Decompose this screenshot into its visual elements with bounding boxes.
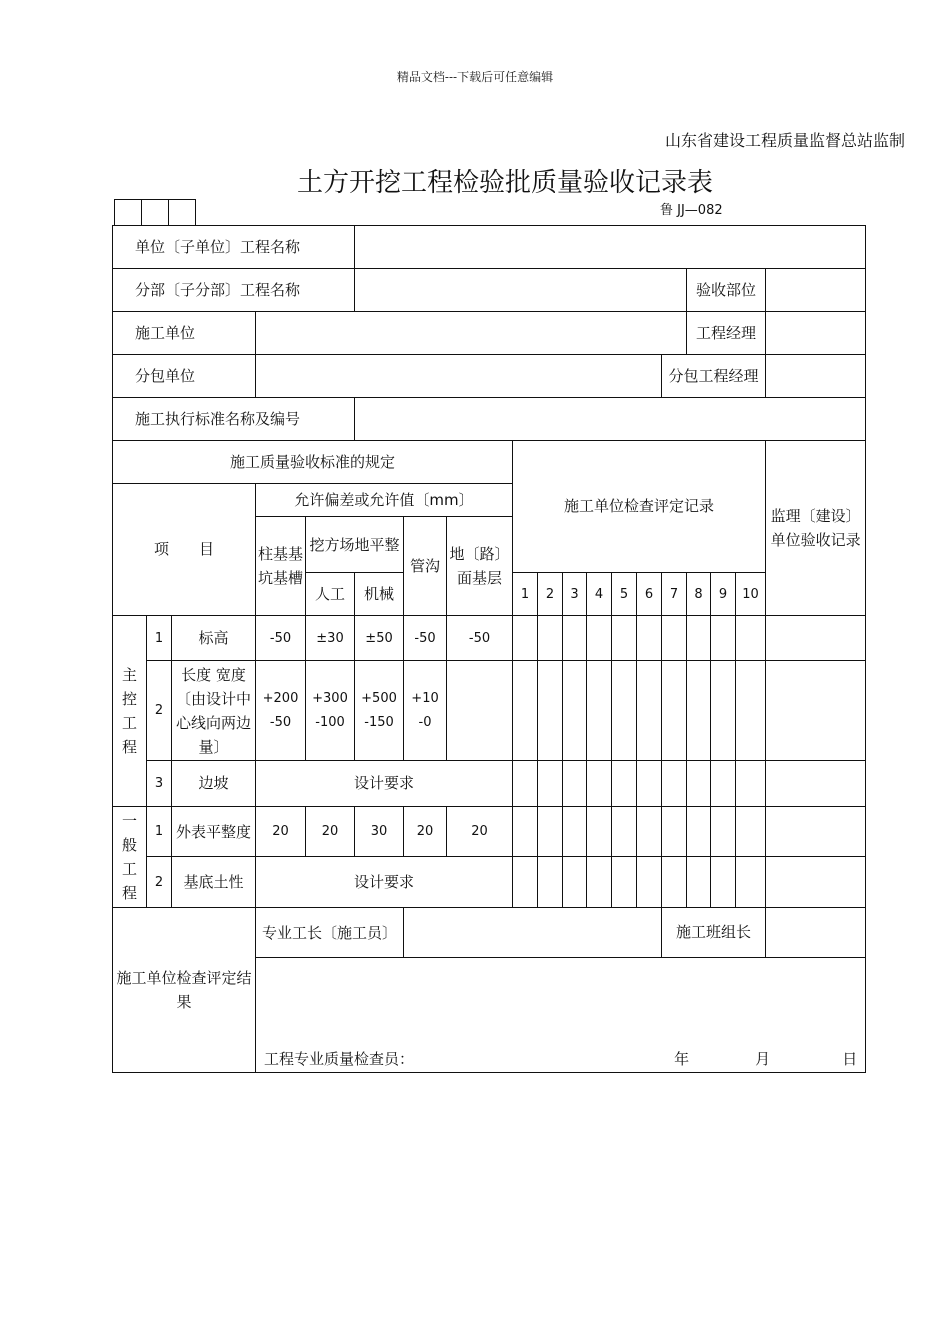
year-label: 年 — [674, 1050, 690, 1068]
check-cell[interactable] — [563, 857, 587, 908]
quality-standard-header: 施工质量验收标准的规定 — [113, 441, 513, 484]
tolerance-value: 20 — [404, 807, 447, 857]
tolerance-value: 30 — [355, 807, 404, 857]
check-cell[interactable] — [662, 807, 687, 857]
col-road-header: 地〔路〕面基层 — [447, 517, 513, 616]
check-cell[interactable] — [513, 616, 538, 661]
row-name: 长度 宽度〔由设计中心线向两边量〕 — [172, 661, 256, 761]
check-cell[interactable] — [513, 807, 538, 857]
check-cell[interactable] — [662, 857, 687, 908]
supervision-cell[interactable] — [766, 807, 866, 857]
division-project-label: 分部〔子分部〕工程名称 — [113, 269, 355, 312]
check-col-header: 8 — [687, 573, 711, 616]
row-number: 1 — [147, 616, 172, 661]
main-group-label: 主控工程 — [113, 616, 147, 807]
inspector-sign-area[interactable] — [256, 958, 866, 1073]
check-col-header: 2 — [538, 573, 563, 616]
supervision-cell[interactable] — [766, 616, 866, 661]
table-row — [113, 761, 866, 807]
check-cell[interactable] — [612, 857, 637, 908]
check-col-header: 10 — [736, 573, 766, 616]
tolerance-value: -50 — [447, 616, 513, 661]
tolerance-value: -50 — [404, 616, 447, 661]
header-note: 精品文档---下载后可任意编辑 — [396, 70, 554, 84]
check-cell[interactable] — [736, 761, 766, 807]
check-cell[interactable] — [687, 761, 711, 807]
check-cell[interactable] — [687, 807, 711, 857]
check-cell[interactable] — [662, 616, 687, 661]
check-cell[interactable] — [513, 857, 538, 908]
foreman-field[interactable] — [404, 908, 662, 958]
check-cell[interactable] — [538, 807, 563, 857]
row-name: 基底土性 — [172, 857, 256, 908]
col-ditch-header: 管沟 — [404, 517, 447, 616]
project-manager-label: 工程经理 — [687, 312, 766, 355]
standard-name-field[interactable] — [355, 398, 866, 441]
check-cell[interactable] — [563, 807, 587, 857]
col-manual-header: 人工 — [306, 573, 355, 616]
check-cell[interactable] — [612, 761, 637, 807]
subcontract-unit-label: 分包单位 — [113, 355, 256, 398]
tolerance-header: 允许偏差或允许值〔mm〕 — [256, 484, 513, 517]
check-cell[interactable] — [662, 661, 687, 761]
check-cell[interactable] — [563, 661, 587, 761]
item-header: 项 目 — [113, 484, 256, 616]
month-label: 月 — [755, 1050, 771, 1068]
project-manager-field[interactable] — [766, 312, 866, 355]
code-box[interactable] — [141, 199, 169, 226]
check-cell[interactable] — [711, 761, 736, 807]
check-cell[interactable] — [711, 661, 736, 761]
tolerance-value: -50 — [256, 616, 306, 661]
supervision-cell[interactable] — [766, 761, 866, 807]
team-leader-label: 施工班组长 — [662, 908, 766, 958]
inspector-sign-line — [256, 1047, 865, 1072]
inspection-table — [112, 225, 866, 1073]
check-cell[interactable] — [711, 616, 736, 661]
tolerance-value — [447, 661, 513, 761]
tolerance-value: ±50 — [355, 616, 404, 661]
check-col-header: 9 — [711, 573, 736, 616]
tolerance-value: ±30 — [306, 616, 355, 661]
tolerance-value: 20 — [306, 807, 355, 857]
row-name: 外表平整度 — [172, 807, 256, 857]
code-box[interactable] — [168, 199, 196, 226]
check-cell[interactable] — [637, 857, 662, 908]
check-cell[interactable] — [587, 761, 612, 807]
check-cell[interactable] — [587, 661, 612, 761]
check-cell[interactable] — [538, 761, 563, 807]
check-cell[interactable] — [612, 661, 637, 761]
check-col-header: 7 — [662, 573, 687, 616]
check-col-header: 6 — [637, 573, 662, 616]
sign-date — [674, 1047, 857, 1072]
check-cell[interactable] — [637, 761, 662, 807]
table-row — [113, 857, 866, 908]
construction-unit-label: 施工单位 — [113, 312, 256, 355]
check-cell[interactable] — [711, 807, 736, 857]
check-cell[interactable] — [513, 661, 538, 761]
check-cell[interactable] — [637, 807, 662, 857]
supervision-cell[interactable] — [766, 661, 866, 761]
row-name: 标高 — [172, 616, 256, 661]
organization: 山东省建设工程质量监督总站监制 — [664, 131, 905, 150]
unit-project-label: 单位〔子单位〕工程名称 — [113, 226, 355, 269]
tolerance-value: +10 -0 — [404, 661, 447, 761]
row-number: 1 — [147, 807, 172, 857]
inspection-record-header: 施工单位检查评定记录 — [513, 441, 766, 573]
row-number: 3 — [147, 761, 172, 807]
design-requirement: 设计要求 — [256, 761, 513, 807]
code-boxes — [114, 199, 195, 226]
table-row — [113, 661, 866, 761]
check-cell[interactable] — [637, 661, 662, 761]
acceptance-part-label: 验收部位 — [687, 269, 766, 312]
check-cell[interactable] — [637, 616, 662, 661]
check-cell[interactable] — [736, 807, 766, 857]
result-label: 施工单位检查评定结果 — [113, 908, 256, 1073]
check-cell[interactable] — [563, 761, 587, 807]
tolerance-value: 20 — [447, 807, 513, 857]
standard-name-label: 施工执行标准名称及编号 — [113, 398, 355, 441]
supervision-record-header: 监理〔建设〕单位验收记录 — [766, 441, 866, 616]
col-pit-header: 柱基基坑基槽 — [256, 517, 306, 616]
table-row — [113, 807, 866, 857]
tolerance-value: 20 — [256, 807, 306, 857]
division-project-field[interactable] — [355, 269, 687, 312]
subcontract-manager-field[interactable] — [766, 355, 866, 398]
check-cell[interactable] — [538, 661, 563, 761]
form-number: 鲁 JJ—082 — [660, 203, 723, 218]
general-group-label: 一般工程 — [113, 807, 147, 908]
check-cell[interactable] — [538, 616, 563, 661]
check-cell[interactable] — [587, 857, 612, 908]
inspector-label: 工程专业质量检查员： — [264, 1050, 415, 1068]
construction-unit-field[interactable] — [256, 312, 687, 355]
check-cell[interactable] — [687, 616, 711, 661]
check-cell[interactable] — [662, 761, 687, 807]
foreman-label: 专业工长〔施工员〕 — [256, 908, 404, 958]
check-cell[interactable] — [736, 661, 766, 761]
subcontract-manager-label: 分包工程经理 — [662, 355, 766, 398]
tolerance-value: +500 -150 — [355, 661, 404, 761]
check-cell[interactable] — [711, 857, 736, 908]
unit-project-field[interactable] — [355, 226, 866, 269]
tolerance-value: +200 -50 — [256, 661, 306, 761]
table-row — [113, 616, 866, 661]
row-name: 边坡 — [172, 761, 256, 807]
supervision-cell[interactable] — [766, 857, 866, 908]
check-cell[interactable] — [612, 616, 637, 661]
check-cell[interactable] — [513, 761, 538, 807]
acceptance-part-field[interactable] — [766, 269, 866, 312]
day-label: 日 — [842, 1050, 858, 1068]
check-cell[interactable] — [736, 857, 766, 908]
col-site-header: 挖方场地平整 — [306, 517, 404, 573]
check-cell[interactable] — [563, 616, 587, 661]
row-number: 2 — [147, 857, 172, 908]
check-col-header: 4 — [587, 573, 612, 616]
check-cell[interactable] — [612, 807, 637, 857]
check-col-header: 5 — [612, 573, 637, 616]
row-number: 2 — [147, 661, 172, 761]
check-cell[interactable] — [538, 857, 563, 908]
design-requirement: 设计要求 — [256, 857, 513, 908]
check-col-header: 1 — [513, 573, 538, 616]
check-cell[interactable] — [687, 857, 711, 908]
code-box[interactable] — [114, 199, 142, 226]
check-cell[interactable] — [587, 616, 612, 661]
check-cell[interactable] — [687, 661, 711, 761]
check-col-header: 3 — [563, 573, 587, 616]
team-leader-field[interactable] — [766, 908, 866, 958]
tolerance-value: +300 -100 — [306, 661, 355, 761]
col-machine-header: 机械 — [355, 573, 404, 616]
check-cell[interactable] — [736, 616, 766, 661]
check-cell[interactable] — [587, 807, 612, 857]
page-title: 土方开挖工程检验批质量验收记录表 — [296, 168, 713, 198]
subcontract-unit-field[interactable] — [256, 355, 662, 398]
